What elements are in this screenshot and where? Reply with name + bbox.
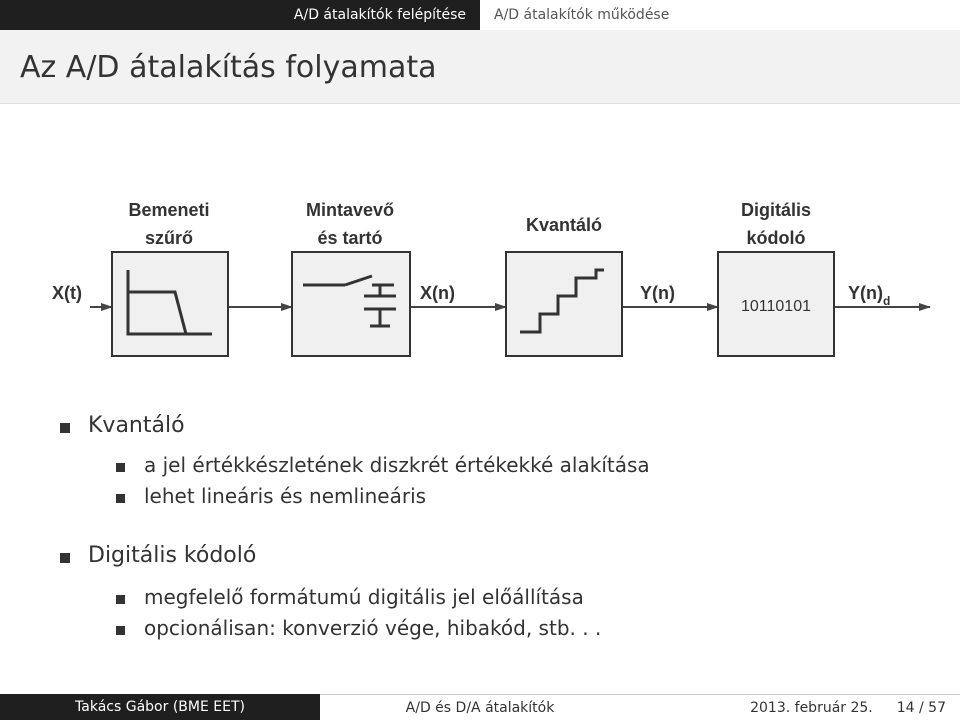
encoder-title-line1: Digitális [740,200,812,220]
bullet-square-icon [116,626,125,635]
sample-hold-block [292,252,410,356]
nav-section-operation[interactable]: A/D átalakítók működése [480,0,960,30]
filter-title-line1: Bemeneti [128,200,210,220]
signal-output-label: $Y(n)_d$ [848,283,891,308]
quantizer-title: Kvantáló [525,215,603,235]
quantizer-block [506,252,622,356]
footer-date: 2013. február 25. [750,699,873,716]
sample-hold-title-line1: Mintavevő [305,200,395,220]
footer-subject: A/D és D/A átalakítók [320,694,640,720]
bullet-square-icon [116,494,125,503]
page-title: Az A/D átalakítás folyamata [20,50,437,85]
signal-input-label: X(t) [52,283,82,303]
bullet-square-icon [116,595,125,604]
footer-bar [0,694,960,720]
bullet-square-icon [60,553,70,563]
page-number: 14 / 57 [896,699,946,716]
binary-code-text: 10110101 [741,298,811,315]
nav-section-structure[interactable]: A/D átalakítók felépítése [0,0,480,30]
filter-title-line2: szűrő [144,228,194,248]
footer-meta [640,694,960,720]
bullet-square-icon [116,463,125,472]
signal-quantized-label: Y(n) [640,283,675,303]
signal-sampled-label: X(n) [420,283,455,303]
sample-hold-title-line2: és tartó [317,228,383,248]
encoder-title-line2: kódoló [746,228,806,248]
bullet-square-icon [60,423,70,433]
footer-author: Takács Gábor (BME EET) [0,694,320,720]
